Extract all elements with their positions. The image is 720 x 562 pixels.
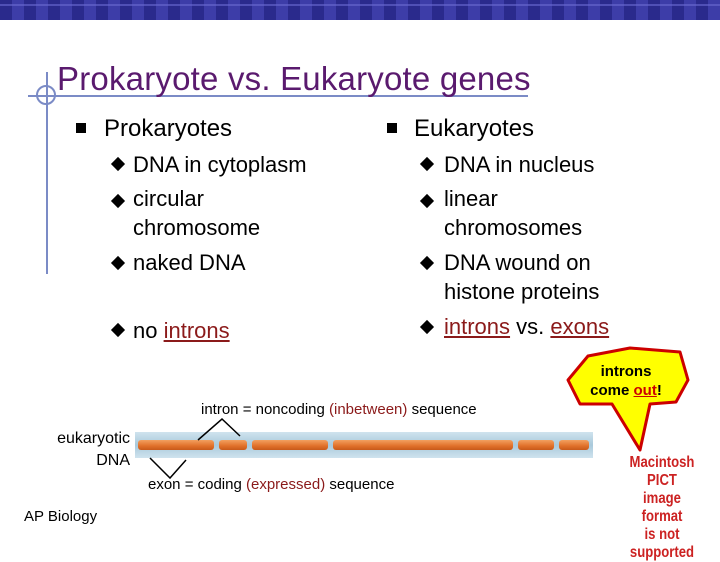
- eukaryote-item-1: DNA in nucleus: [444, 152, 595, 177]
- eukaryote-item-2-line1: linear: [444, 186, 498, 211]
- introns-highlight: introns: [163, 318, 230, 343]
- exon-note-suffix: sequence: [325, 476, 395, 493]
- prokaryotes-heading: Prokaryotes: [104, 115, 233, 142]
- eukaryotic-label-line1: eukaryotic: [57, 430, 130, 447]
- unsupported-image-notice: [621, 454, 703, 562]
- bubble-come-text: come: [590, 382, 634, 399]
- eukaryote-item-3-line1: DNA wound on: [444, 250, 591, 275]
- bubble-out-highlight: out: [633, 382, 657, 399]
- prokaryote-item-2-line2: chromosome: [133, 215, 261, 240]
- prokaryote-item-3: naked DNA: [133, 250, 246, 275]
- prokaryote-item-2-line1: circular: [133, 186, 204, 211]
- bubble-exclaim: !: [656, 382, 662, 399]
- pict-line-3: is not supported: [629, 526, 695, 561]
- bubble-line-1: introns: [600, 363, 652, 380]
- exons-highlight: exons: [550, 314, 610, 339]
- eukaryote-item-3-line2: histone proteins: [444, 279, 600, 304]
- introns-highlight: introns: [444, 314, 511, 339]
- eukaryotic-label-line2: DNA: [96, 452, 130, 469]
- intron-note-suffix: sequence: [407, 401, 477, 418]
- exon-note: [148, 476, 394, 493]
- pict-line-1: Macintosh PICT: [629, 454, 695, 489]
- intron-note-prefix: intron = noncoding: [201, 401, 330, 418]
- vs-text: vs.: [510, 314, 551, 339]
- footer-ap-biology: AP Biology: [24, 508, 98, 525]
- eukaryotes-heading: Eukaryotes: [414, 115, 535, 142]
- prokaryote-item-4-prefix: no: [133, 318, 164, 343]
- pict-line-2: image format: [641, 490, 683, 525]
- prokaryote-item-1: DNA in cytoplasm: [133, 152, 307, 177]
- exon-note-highlight: (expressed): [246, 476, 326, 493]
- slide-title: Prokaryote vs. Eukaryote genes: [57, 60, 531, 97]
- exon-note-prefix: exon = coding: [148, 476, 246, 493]
- eukaryote-item-2-line2: chromosomes: [444, 215, 583, 240]
- intron-note-highlight: (inbetween): [329, 401, 408, 418]
